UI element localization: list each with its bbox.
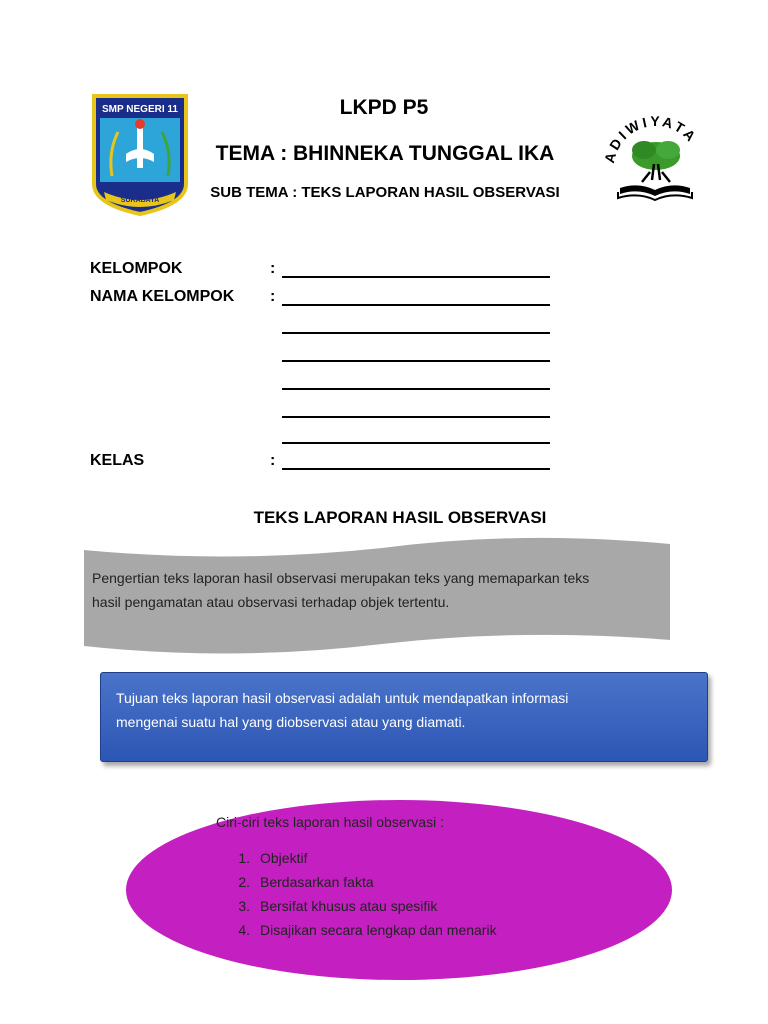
list-item: 2. Berdasarkan fakta <box>238 874 374 890</box>
list-item: 3. Bersifat khusus atau spesifik <box>238 898 438 914</box>
nama-kelompok-input-line-6[interactable] <box>282 442 550 444</box>
kelas-label: KELAS <box>90 452 145 469</box>
purpose-line-2: mengenai suatu hal yang diobservasi atau yang diamati. <box>116 714 466 730</box>
nama-kelompok-label: NAMA KELOMPOK <box>90 288 235 305</box>
nama-kelompok-input-line-4[interactable] <box>282 388 550 390</box>
kelompok-label: KELOMPOK <box>90 260 183 277</box>
school-logo-text: SMP NEGERI 11 <box>102 104 178 115</box>
adiwiyata-logo <box>600 108 710 212</box>
subtheme-title: SUB TEMA : TEKS LAPORAN HASIL OBSERVASI <box>210 184 560 201</box>
characteristics-list <box>216 846 497 942</box>
nama-kelompok-input-line-2[interactable] <box>282 332 550 334</box>
list-item: 1. Objektif <box>238 850 308 866</box>
school-logo-ribbon: SURABAYA <box>120 197 160 204</box>
kelompok-input-line[interactable] <box>282 276 550 278</box>
definition-text <box>92 566 667 614</box>
list-item: 4. Disajikan secara lengkap dan menarik <box>238 922 497 938</box>
nama-kelompok-input-line-5[interactable] <box>282 416 550 418</box>
purpose-line-1: Tujuan teks laporan hasil observasi adalah untuk mendapatkan informasi <box>116 690 569 706</box>
definition-line-1: Pengertian teks laporan hasil observasi merupakan teks yang memaparkan teks <box>92 570 590 586</box>
theme-title: TEMA : BHINNEKA TUNGGAL IKA <box>215 142 555 165</box>
kelas-input-line[interactable] <box>282 468 550 470</box>
nama-kelompok-input-line-3[interactable] <box>282 360 550 362</box>
kelas-colon: : <box>270 452 276 469</box>
characteristics-intro: Ciri-ciri teks laporan hasil observasi : <box>216 814 444 830</box>
nama-kelompok-input-line-1[interactable] <box>282 304 550 306</box>
purpose-text <box>116 686 696 734</box>
adiwiyata-text: ADIWIYATA <box>601 112 701 165</box>
definition-line-2: hasil pengamatan atau observasi terhadap objek tertentu. <box>92 594 450 610</box>
section-title: TEKS LAPORAN HASIL OBSERVASI <box>253 508 547 527</box>
kelompok-colon: : <box>270 260 276 277</box>
document-title: LKPD P5 <box>339 96 429 119</box>
nama-kelompok-colon: : <box>270 288 276 305</box>
